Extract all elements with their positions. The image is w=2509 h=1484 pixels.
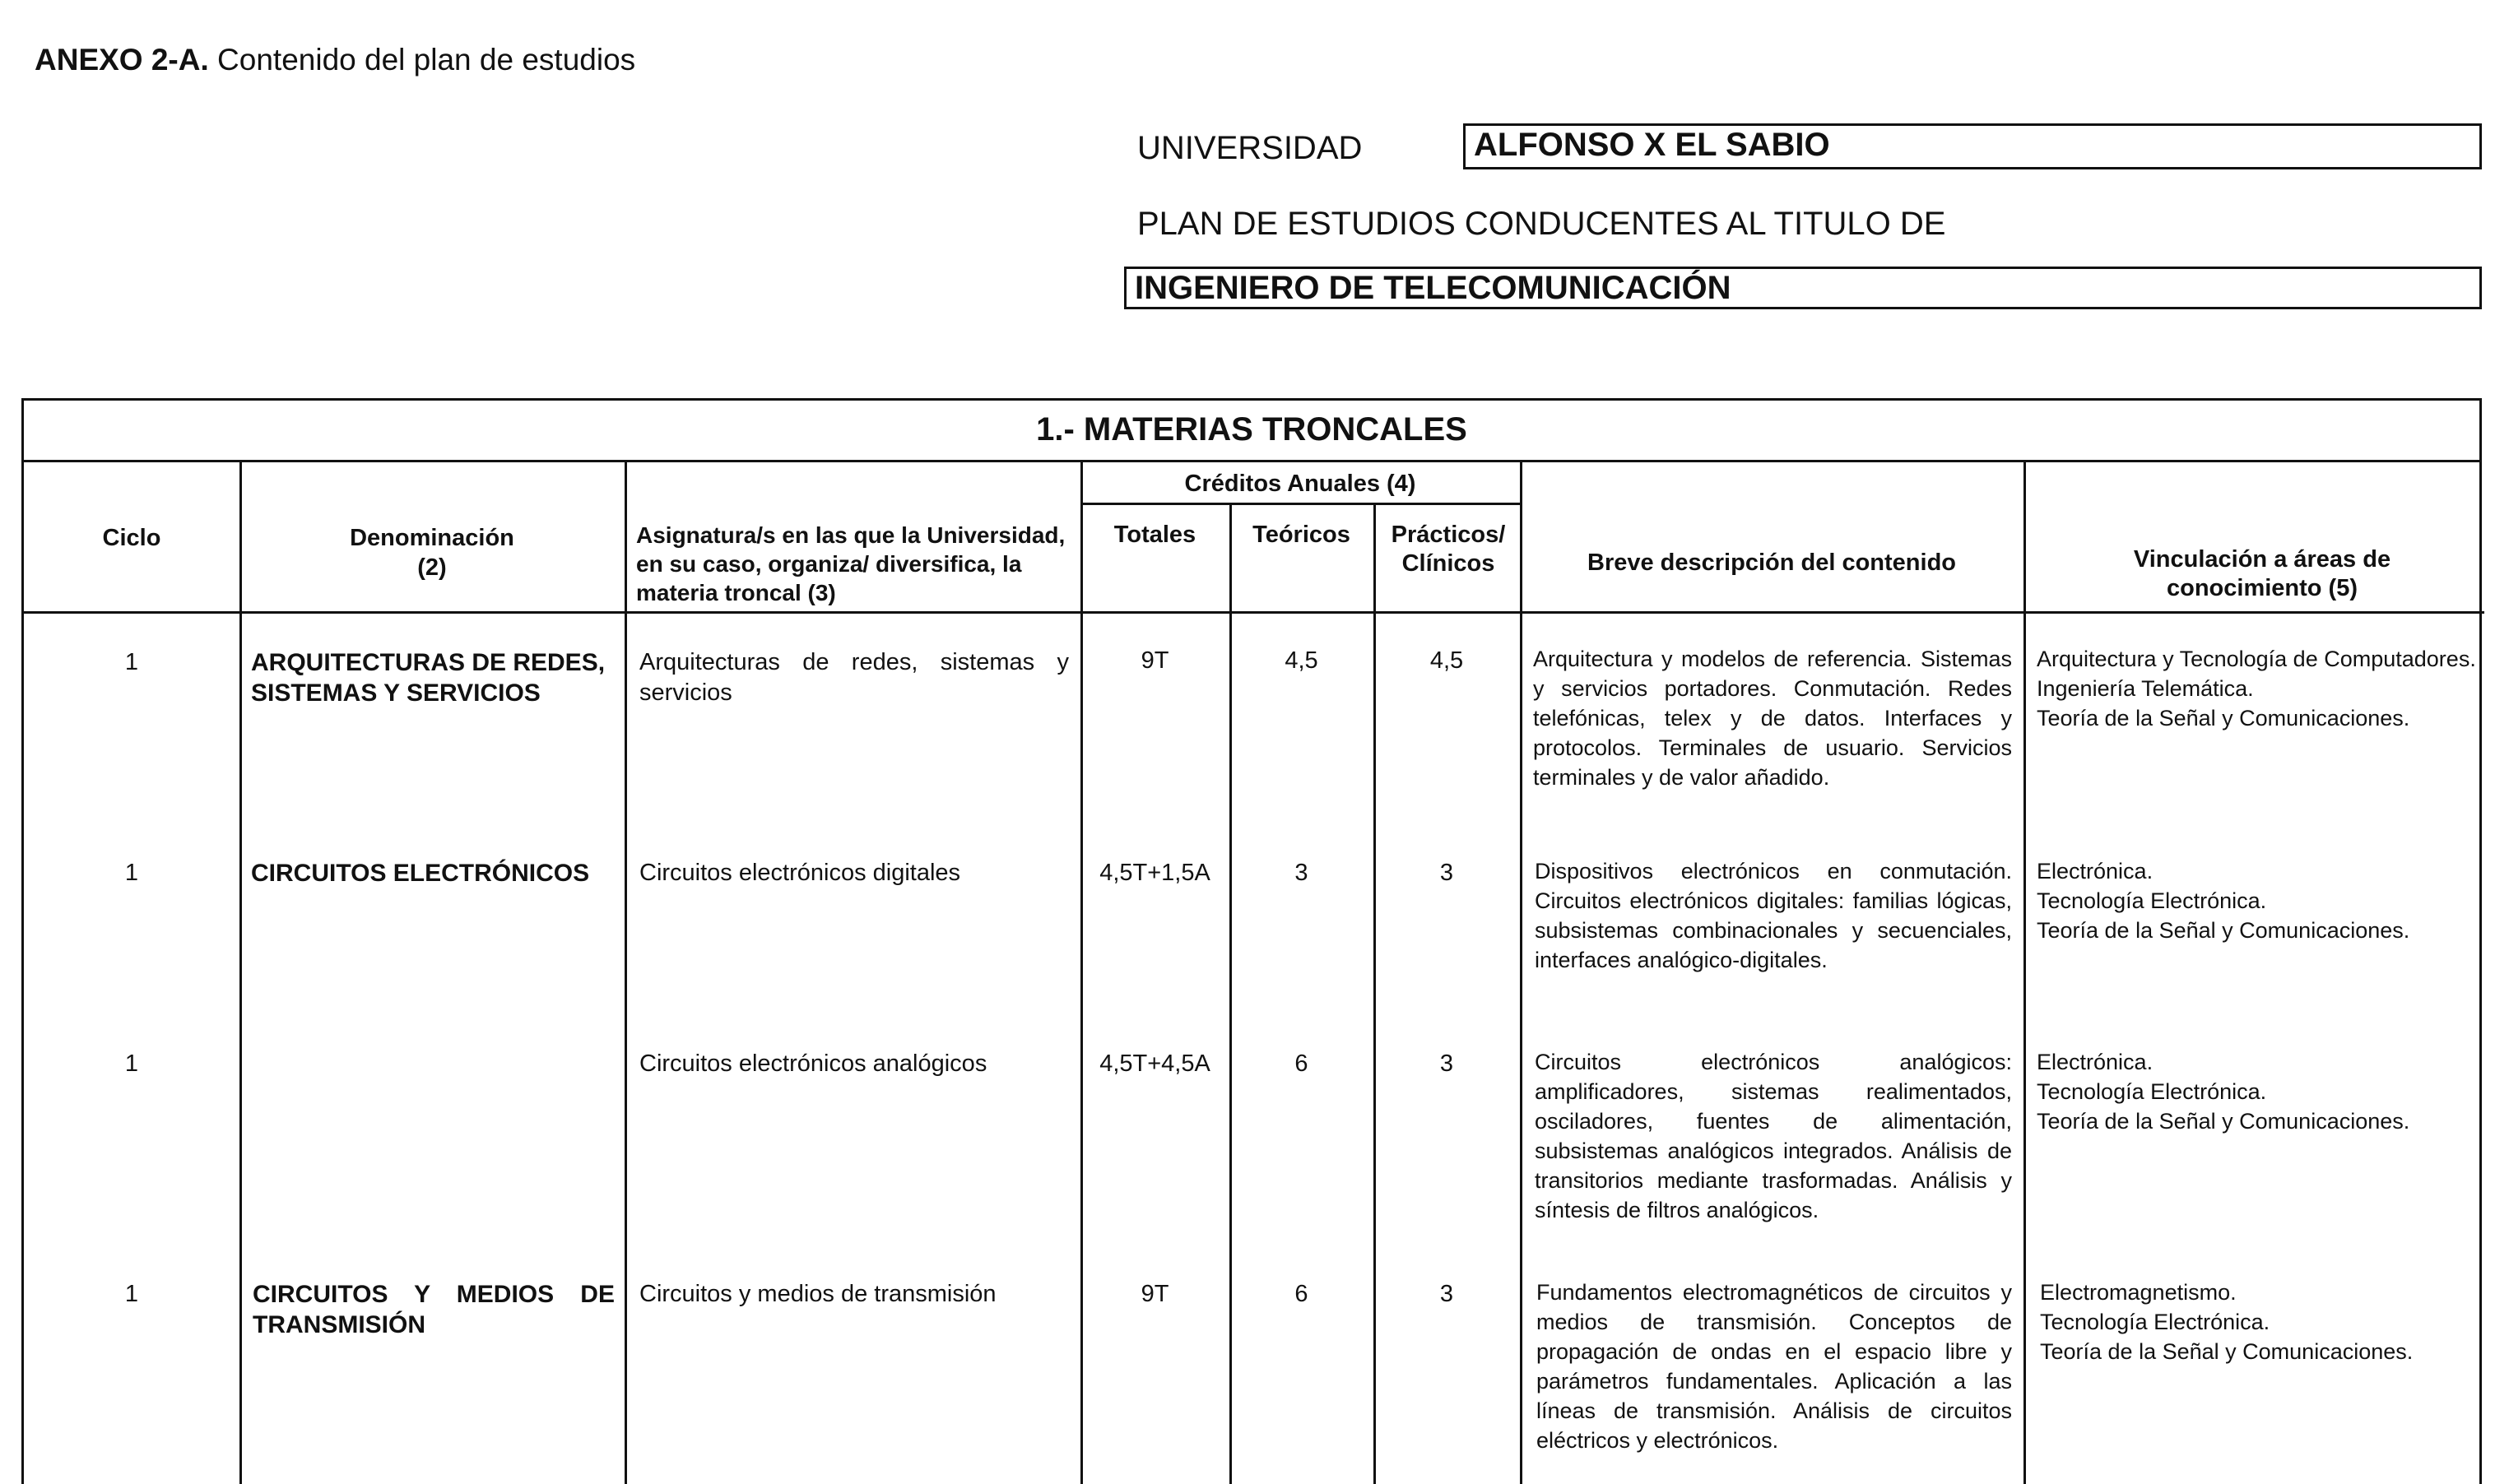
cell-teoricos: 3: [1294, 860, 1308, 886]
cell-practicos: 3: [1439, 1050, 1454, 1077]
header-ciclo: Ciclo: [102, 525, 161, 551]
area-item: Teoría de la Señal y Comunicaciones.: [2037, 1109, 2410, 1134]
titulo-field: INGENIERO DE TELECOMUNICACIÓN: [1124, 267, 2482, 309]
header-teoricos: Teóricos: [1252, 522, 1350, 548]
cell-teoricos: 6: [1294, 1050, 1308, 1077]
cell-asignatura: Circuitos electrónicos digitales: [639, 860, 961, 886]
cell-vinculacion: [2037, 856, 2481, 945]
annex-description: Contenido del plan de estudios: [208, 43, 636, 77]
area-item: Tecnología Electrónica.: [2037, 1079, 2267, 1104]
cell-ciclo: 1: [124, 649, 139, 675]
annex-title: [35, 43, 635, 77]
materias-troncales-table: [21, 398, 2482, 1484]
universidad-label: UNIVERSIDAD: [1137, 130, 1363, 166]
cell-practicos: 3: [1439, 1281, 1454, 1307]
header-rule: [1080, 503, 1520, 505]
cell-descripcion: Dispositivos electrónicos en conmutación. Circuitos electrónicos digitales: familias lógicas, subsistemas combinacionales y secuenciales, interfaces analógico-digitales.: [1535, 859, 2012, 972]
area-item: Electromagnetismo.: [2040, 1280, 2237, 1305]
cell-denominacion: ARQUITECTURAS DE REDES, SISTEMAS Y SERVICIOS: [251, 649, 606, 707]
annex-code: ANEXO 2-A.: [35, 43, 209, 77]
cell-practicos: 4,5: [1429, 647, 1464, 674]
cell-teoricos: 6: [1294, 1281, 1308, 1307]
cell-ciclo: 1: [124, 1050, 139, 1077]
area-item: Teoría de la Señal y Comunicaciones.: [2040, 1339, 2414, 1364]
header-creditos: Créditos Anuales (4): [1184, 471, 1416, 497]
cell-denominacion: CIRCUITOS ELECTRÓNICOS: [251, 860, 590, 887]
cell-asignatura: Circuitos electrónicos analógicos: [639, 1050, 987, 1077]
area-item: Teoría de la Señal y Comunicaciones.: [2037, 706, 2410, 730]
plan-label: PLAN DE ESTUDIOS CONDUCENTES AL TITULO DE: [1137, 206, 1946, 242]
header-asignatura: Asignatura/s en las que la Universidad, en su caso, organiza/ diversifica, la materia troncal (3): [636, 522, 1066, 605]
cell-practicos: 3: [1439, 860, 1454, 886]
universidad-field: ALFONSO X EL SABIO: [1463, 123, 2482, 169]
area-item: Tecnología Electrónica.: [2040, 1310, 2270, 1334]
cell-totales: 4,5T+1,5A: [1099, 860, 1210, 886]
header-descripcion: Breve descripción del contenido: [1587, 550, 1956, 576]
cell-descripcion: Circuitos electrónicos analógicos: amplificadores, sistemas realimentados, osciladores, fuentes de alimentación, subsistemas analógicos integrados. Análisis de transitorios mediante trasformadas. Análisis y síntesis de filtros analógicos.: [1535, 1050, 2012, 1222]
cell-teoricos: 4,5: [1285, 647, 1318, 674]
cell-vinculacion: [2040, 1278, 2481, 1366]
area-item: Tecnología Electrónica.: [2037, 888, 2267, 913]
cell-totales: 9T: [1141, 647, 1169, 674]
cell-ciclo: 1: [124, 1281, 139, 1307]
cell-denominacion: CIRCUITOS Y MEDIOS DE TRANSMISIÓN: [253, 1281, 615, 1338]
cell-descripcion: Arquitectura y modelos de referencia. Sistemas y servicios portadores. Conmutación. Redes telefónicas, telex y de datos. Interfaces y protocolos. Terminales de usuario. Servicios terminales y de valor añadido.: [1533, 647, 2012, 790]
area-item: Electrónica.: [2037, 1050, 2154, 1074]
area-item: Arquitectura y Tecnología de Computadores.: [2037, 647, 2476, 671]
table-title: 1.- MATERIAS TRONCALES: [24, 401, 2479, 462]
header-rule: [24, 611, 2484, 614]
header-totales: Totales: [1113, 522, 1196, 548]
cell-vinculacion: [2037, 1047, 2481, 1136]
header-practicos: Prácticos/ Clínicos: [1391, 522, 1506, 577]
area-item: Teoría de la Señal y Comunicaciones.: [2037, 918, 2410, 943]
area-item: Ingeniería Telemática.: [2037, 676, 2254, 701]
cell-totales: 9T: [1141, 1281, 1169, 1307]
cell-vinculacion: [2037, 644, 2481, 733]
area-item: Electrónica.: [2037, 859, 2154, 883]
cell-ciclo: 1: [124, 860, 139, 886]
header-vinculacion: Vinculación a áreas de conocimiento (5): [2133, 546, 2391, 601]
header-denominacion: Denominación: [350, 525, 514, 551]
cell-descripcion: Fundamentos electromagnéticos de circuitos y medios de transmisión. Conceptos de propagación de ondas en el espacio libre y parámetros fundamentales. Aplicación a las líneas de transmisión. Análisis de circuitos eléctricos y electrónicos.: [1536, 1280, 2012, 1453]
cell-asignatura: Circuitos y medios de transmisión: [639, 1281, 997, 1307]
cell-asignatura: Arquitecturas de redes, sistemas y servicios: [639, 649, 1069, 706]
cell-totales: 4,5T+4,5A: [1099, 1050, 1210, 1077]
header-denominacion-note: (2): [417, 554, 447, 581]
